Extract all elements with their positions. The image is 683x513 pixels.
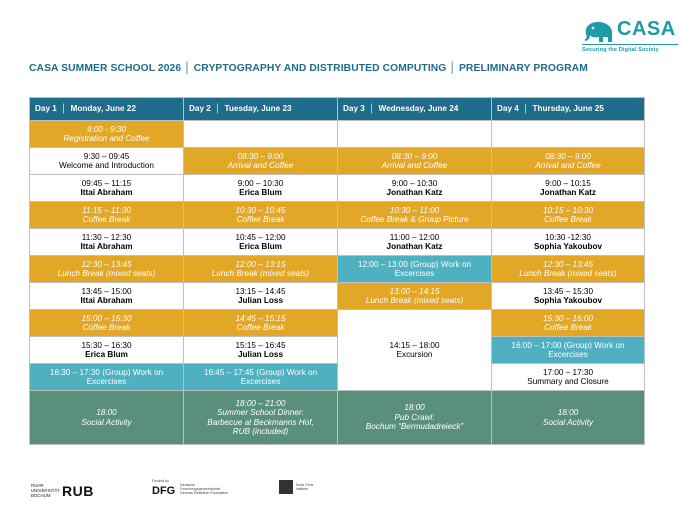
lecture-cell: 11:30 – 12:30 Ittai Abraham: [30, 229, 184, 256]
break-cell: 15:00 – 15:30 Coffee Break: [30, 310, 184, 337]
dfg-description: Deutsche Forschungsgemeinschaft German Research Foundation: [180, 483, 229, 496]
program-table: [29, 97, 645, 445]
title-part-2: CRYPTOGRAPHY AND DISTRIBUTED COMPUTING: [193, 63, 447, 74]
break-cell: 10:15 – 10:30 Coffee Break: [492, 202, 645, 229]
lecture-cell: 13:15 – 14:45 Julian Loss: [184, 283, 338, 310]
table-header-row: [30, 98, 645, 121]
evening-cell: 18:00 Social Activity: [492, 391, 645, 445]
logo-tagline: Securing the Digital Society: [582, 47, 659, 53]
elephant-icon: [582, 20, 615, 44]
session-cell: 17:00 – 17:30 Summary and Closure: [492, 364, 645, 391]
session-cell: 08:30 – 9:00 Arrival and Coffee: [338, 148, 492, 175]
empty-cell: [338, 121, 492, 148]
table-row: [30, 229, 645, 256]
lecture-cell: 9:00 – 10:30 Erica Blum: [184, 175, 338, 202]
casa-logo: [582, 18, 678, 58]
lecture-cell: 9:00 – 10:15 Jonathan Katz: [492, 175, 645, 202]
table-row: [30, 364, 645, 391]
logo-text: CASA: [617, 18, 676, 40]
work-cell: 16:45 – 17:45 (Group) Work on Excercises: [184, 364, 338, 391]
lecture-cell: 11:00 – 12:00 Jonathan Katz: [338, 229, 492, 256]
lecture-cell: 10:45 – 12:00 Erica Blum: [184, 229, 338, 256]
lecture-cell: 10:30 -12:30 Sophia Yakoubov: [492, 229, 645, 256]
evening-cell: 18:00 Social Activity: [30, 391, 184, 445]
empty-cell: [184, 121, 338, 148]
lecture-cell: 09:45 – 11:15 Ittai Abraham: [30, 175, 184, 202]
title-separator: │: [449, 63, 456, 74]
rub-logo: RUB: [62, 483, 94, 499]
logo-divider: [582, 44, 678, 45]
title-separator: │: [184, 63, 191, 74]
table-row: [30, 310, 645, 337]
lecture-cell: 9:00 – 10:30 Jonathan Katz: [338, 175, 492, 202]
hgi-logo-icon: [279, 480, 293, 494]
work-cell: 16:00 – 17:00 (Group) Work on Excercises: [492, 337, 645, 364]
session-cell: 9:00 - 9:30 Registration and Coffee: [30, 121, 184, 148]
hgi-description: Horst Görtz Institute: [296, 483, 314, 491]
session-cell: 08:30 – 9:00 Arrival and Coffee: [492, 148, 645, 175]
lecture-cell: 15:30 – 16:30 Erica Blum: [30, 337, 184, 364]
lecture-cell: 15:15 – 16:45 Julian Loss: [184, 337, 338, 364]
evening-cell: 18:00 – 21:00 Summer School Dinner: Barbecue at Beckmanns Hof, RUB (included): [184, 391, 338, 445]
break-cell: 12:30 – 13:45 Lunch Break (mixed seats): [30, 256, 184, 283]
break-cell: 10:30 – 11:00 Coffee Break & Group Picture: [338, 202, 492, 229]
table-row: [30, 148, 645, 175]
evening-cell: 18:00 Pub Crawl: Bochum “Bermudadreieck”: [338, 391, 492, 445]
table-row: [30, 391, 645, 445]
break-cell: 12:00 – 13:15 Lunch Break (mixed seats): [184, 256, 338, 283]
page-title: [29, 63, 588, 74]
dfg-logo: DFG: [152, 485, 176, 497]
day-header: Day 1 │ Monday, June 22: [30, 98, 184, 121]
session-cell: 08:30 – 9:00 Arrival and Coffee: [184, 148, 338, 175]
break-cell: 13:00 – 14:15 Lunch Break (mixed seats): [338, 283, 492, 310]
table-row: [30, 202, 645, 229]
break-cell: 14:45 – 15:15 Coffee Break: [184, 310, 338, 337]
break-cell: 10:30 – 10:45 Coffee Break: [184, 202, 338, 229]
lecture-cell: 13:45 – 15:30 Sophia Yakoubov: [492, 283, 645, 310]
work-cell: 12:00 – 13:00 (Group) Work on Excercises: [338, 256, 492, 283]
table-row: [30, 256, 645, 283]
lecture-cell: 13:45 – 15:00 Ittai Abraham: [30, 283, 184, 310]
rub-logo-small-text: RUHR UNIVERSITÄT BOCHUM: [31, 483, 61, 498]
day-header: Day 4 │ Thursday, June 25: [492, 98, 645, 121]
title-part-1: CASA SUMMER SCHOOL 2026: [29, 63, 182, 74]
break-cell: 15:30 – 16:00 Coffee Break: [492, 310, 645, 337]
dfg-funded-label: Funded by: [152, 479, 169, 483]
table-row: [30, 121, 645, 148]
day-header: Day 3 │ Wednesday, June 24: [338, 98, 492, 121]
title-part-3: PRELIMINARY PROGRAM: [458, 63, 588, 74]
work-cell: 16:30 – 17:30 (Group) Work on Excercises: [30, 364, 184, 391]
break-cell: 12:30 – 13:45 Lunch Break (mixed seats): [492, 256, 645, 283]
empty-cell: [492, 121, 645, 148]
break-cell: 11:15 – 11:30 Coffee Break: [30, 202, 184, 229]
day-header: Day 2 │ Tuesday, June 23: [184, 98, 338, 121]
table-row: [30, 175, 645, 202]
table-row: [30, 337, 645, 364]
session-cell: 9:30 – 09:45 Welcome and Introduction: [30, 148, 184, 175]
table-row: [30, 283, 645, 310]
excursion-cell: 14:15 – 18:00 Excursion: [338, 310, 492, 391]
